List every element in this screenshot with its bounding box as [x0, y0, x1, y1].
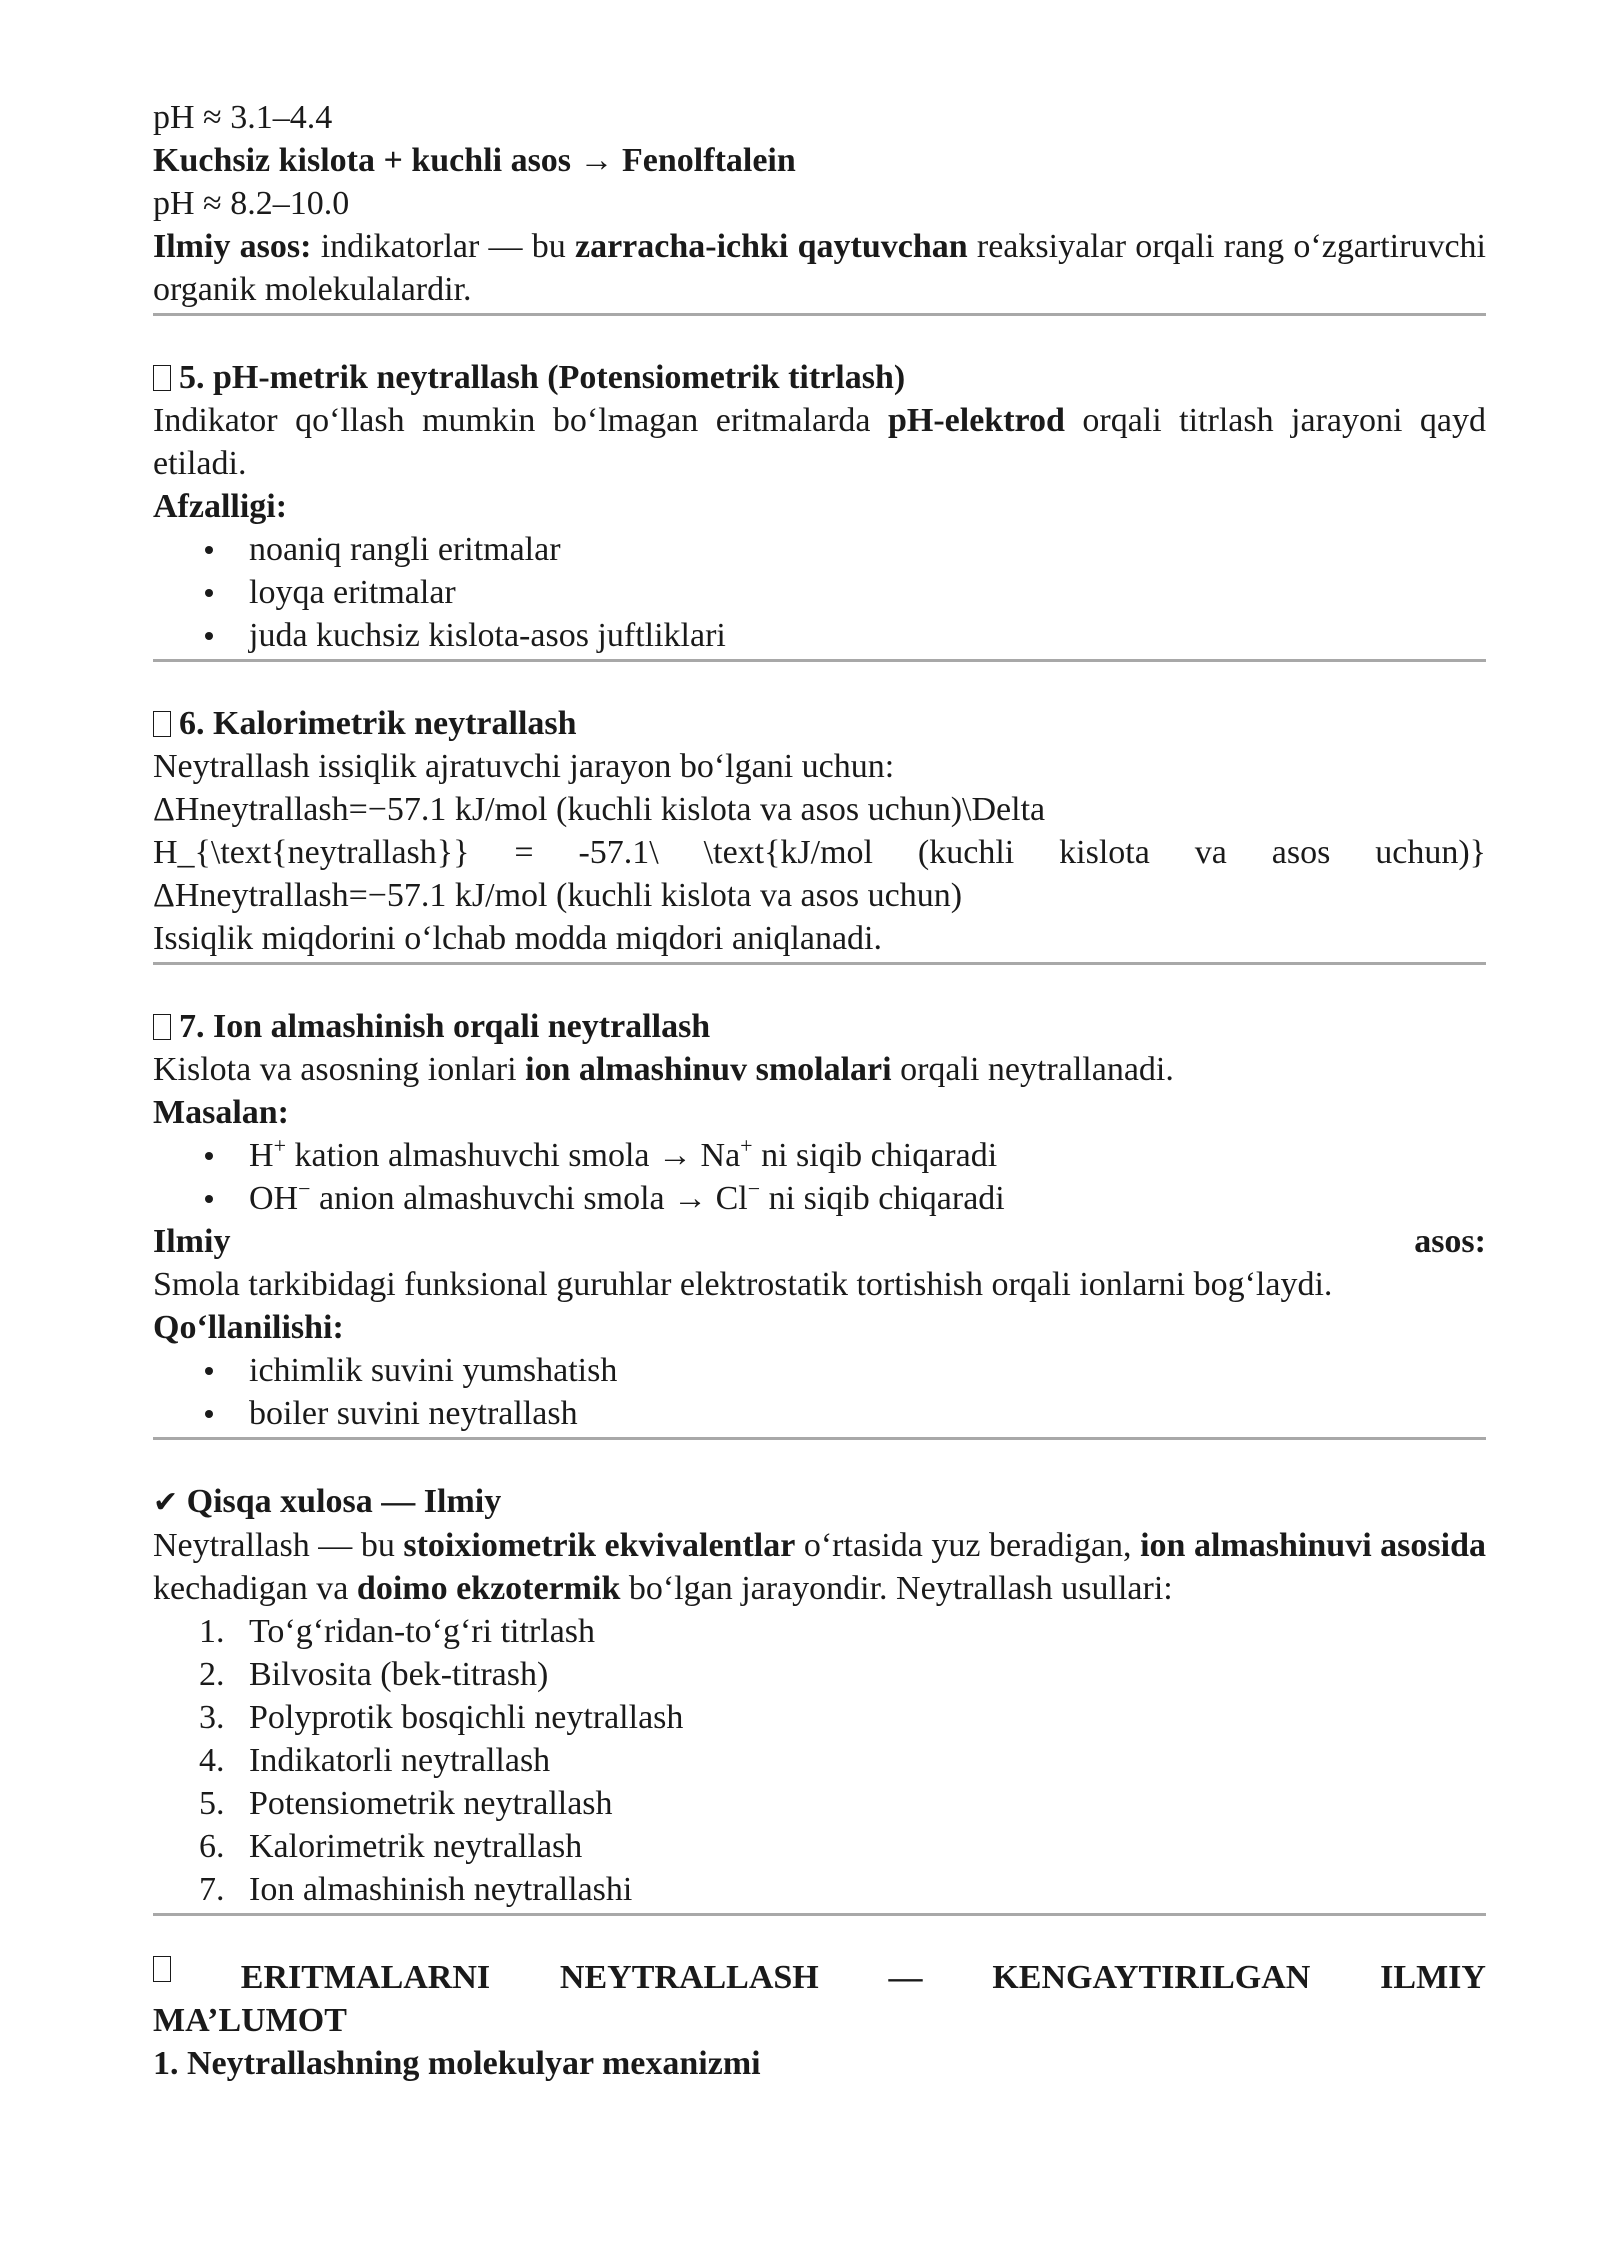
list-item: ichimlik suvini yumshatish	[153, 1349, 1486, 1392]
missing-glyph-icon	[153, 365, 171, 391]
example-label: Masalan:	[153, 1094, 289, 1131]
list-item: H+ kation almashuvchi smola → Na+ ni siqib chiqaradi	[153, 1134, 1486, 1177]
section-7-basis-text: Smola tarkibidagi funksional guruhlar elektrostatik tortishish orqali ionlarni bog‘laydi.	[153, 1266, 1333, 1303]
list-item: 3. Polyprotik bosqichli neytrallash	[199, 1699, 684, 1736]
mechanism-subheading: 1. Neytrallashning molekulyar mexanizmi	[153, 2045, 761, 2082]
checkmark-icon: ✔	[153, 1485, 179, 1520]
summary-paragraph: Neytrallash — bu stoixiometrik ekvivalentlar o‘rtasida yuz beradigan, ion almashinuvi asosida kechadigan va doimo ekzotermik bo‘lgan jarayondir. Neytrallash usullari:	[153, 1527, 1487, 1607]
list-item: boiler suvini neytrallash	[153, 1392, 1486, 1435]
missing-glyph-icon	[153, 711, 171, 737]
usage-list	[153, 1349, 1486, 1435]
section-6-line: Neytrallash issiqlik ajratuvchi jarayon bo‘lgani uchun:	[153, 748, 895, 785]
section-6-latex-line: H_{\text{neytrallash}} = -57.1\ \text{kJ/mol (kuchli kislota va asos uchun)}	[153, 834, 1486, 871]
list-item: noaniq rangli eritmalar	[153, 528, 1486, 571]
methods-list	[153, 1610, 1486, 1911]
usage-label: Qo‘llanilishi:	[153, 1309, 344, 1346]
summary-heading: ✔ Qisqa xulosa — Ilmiy	[153, 1483, 502, 1520]
section-7-heading: 7. Ion almashinish orqali neytrallash	[153, 1005, 1486, 1048]
ph-range-1: pH ≈ 3.1–4.4	[153, 99, 333, 136]
section-7-paragraph: Kislota va asosning ionlari ion almashinuv smolalari orqali neytrallanadi.	[153, 1051, 1174, 1088]
section-6-formula-2: ΔHneytrallash=−57.1 kJ/mol (kuchli kislota va asos uchun)	[153, 877, 963, 914]
list-item: 2. Bilvosita (bek-titrash)	[199, 1656, 549, 1693]
list-item: 6. Kalorimetrik neytrallash	[199, 1828, 583, 1865]
indicator-pair-heading: Kuchsiz kislota + kuchli asos → Fenolftalein	[153, 142, 796, 179]
list-item: 4. Indikatorli neytrallash	[199, 1742, 551, 1779]
extended-info-heading-line2: MA’LUMOT	[153, 2002, 347, 2039]
basis-label: Ilmiy asos:	[153, 228, 312, 265]
missing-glyph-icon	[153, 1956, 171, 1982]
section-5-heading: 5. pH-metrik neytrallash (Potensiometrik titrlash)	[153, 356, 1486, 399]
section-6-formula: ΔHneytrallash=−57.1 kJ/mol (kuchli kislota va asos uchun)\Delta	[153, 791, 1046, 828]
list-item: juda kuchsiz kislota-asos juftliklari	[153, 614, 1486, 657]
section-6-heading: 6. Kalorimetrik neytrallash	[153, 702, 1486, 745]
advantages-list	[153, 528, 1486, 657]
missing-glyph-icon	[153, 1014, 171, 1040]
list-item: OH− anion almashuvchi smola → Cl− ni siqib chiqaradi	[153, 1177, 1486, 1220]
list-item: 1. To‘g‘ridan-to‘g‘ri titrlash	[199, 1613, 596, 1650]
section-5-paragraph: Indikator qo‘llash mumkin bo‘lmagan eritmalarda pH-elektrod orqali titrlash jarayoni qayd etiladi.	[153, 402, 1486, 482]
section-7-basis-label: Ilmiy asos:	[153, 1223, 1486, 1260]
document-page	[153, 96, 1486, 2085]
ph-range-2: pH ≈ 8.2–10.0	[153, 185, 350, 222]
section-6-conclusion: Issiqlik miqdorini o‘lchab modda miqdori aniqlanadi.	[153, 920, 882, 957]
examples-list	[153, 1134, 1486, 1220]
scientific-basis-paragraph: Ilmiy asos: indikatorlar — bu zarracha-ichki qaytuvchan reaksiyalar orqali rang o‘zgartiruvchi organik molekulalardir.	[153, 228, 1486, 308]
list-item: 5. Potensiometrik neytrallash	[199, 1785, 613, 1822]
extended-info-heading: ERITMALARNI NEYTRALLASH — KENGAYTIRILGAN ILMIY	[153, 1956, 1486, 1999]
list-item: loyqa eritmalar	[153, 571, 1486, 614]
list-item: 7. Ion almashinish neytrallashi	[199, 1871, 633, 1908]
advantages-label: Afzalligi:	[153, 488, 288, 525]
